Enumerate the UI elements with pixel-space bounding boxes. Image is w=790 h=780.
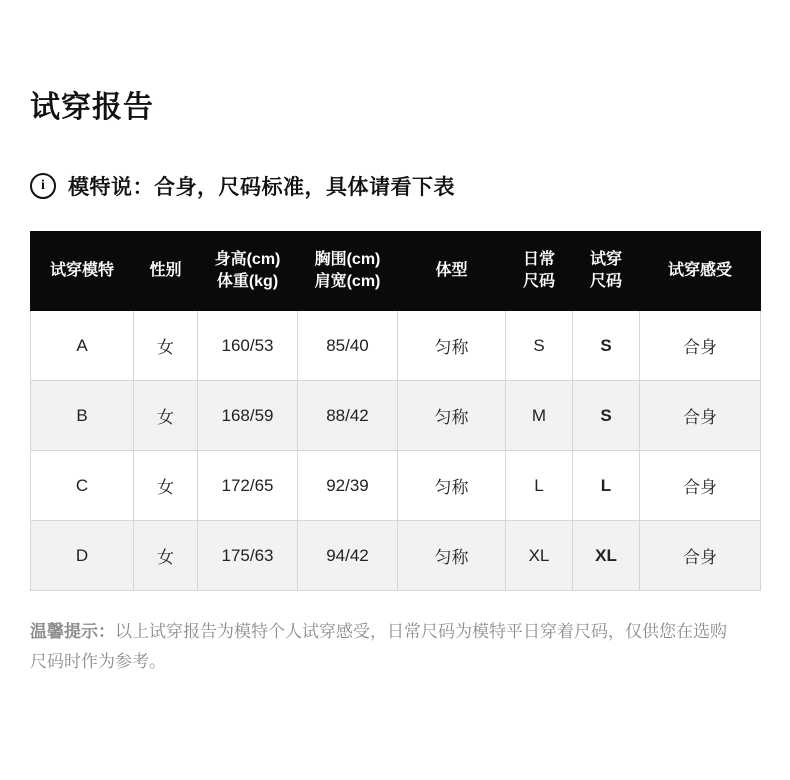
cell-gender: 女	[134, 451, 198, 521]
cell-height-weight: 168/59	[198, 381, 298, 451]
cell-height-weight: 175/63	[198, 521, 298, 591]
cell-body-type: 匀称	[398, 381, 506, 451]
column-header-try-size	[573, 232, 640, 311]
cell-height-weight: 172/65	[198, 451, 298, 521]
column-header-daily-size	[506, 232, 573, 311]
table-header-row	[31, 232, 761, 311]
cell-body-type: 匀称	[398, 311, 506, 381]
cell-daily-size: L	[506, 451, 573, 521]
cell-feeling: 合身	[640, 381, 761, 451]
header-line-1: 试穿模特	[49, 262, 114, 280]
try-on-report-table	[30, 231, 761, 591]
table-row	[31, 381, 761, 451]
column-header-feeling	[640, 232, 761, 311]
cell-feeling: 合身	[640, 521, 761, 591]
model-comment-text: 模特说：合身，尺码标准，具体请看下表	[68, 176, 455, 199]
cell-bust-shoulder: 85/40	[298, 311, 398, 381]
disclaimer-note	[30, 617, 730, 677]
cell-model: D	[31, 521, 134, 591]
table-row	[31, 521, 761, 591]
header-line-1: 胸围(cm)	[314, 251, 381, 269]
cell-gender: 女	[134, 381, 198, 451]
cell-daily-size: S	[506, 311, 573, 381]
header-line-1: 试穿感受	[667, 262, 732, 280]
header-line-1: 试穿	[589, 251, 622, 269]
column-header-height-weight	[198, 232, 298, 311]
cell-body-type: 匀称	[398, 521, 506, 591]
cell-model: B	[31, 381, 134, 451]
column-header-model	[31, 232, 134, 311]
cell-model: A	[31, 311, 134, 381]
header-line-2: 体重(kg)	[216, 273, 279, 290]
cell-gender: 女	[134, 311, 198, 381]
model-comment	[30, 171, 760, 201]
column-header-bust-shoulder	[298, 232, 398, 311]
cell-bust-shoulder: 94/42	[298, 521, 398, 591]
cell-try-size: XL	[573, 521, 640, 591]
cell-body-type: 匀称	[398, 451, 506, 521]
column-header-body-type	[398, 232, 506, 311]
table-row	[31, 451, 761, 521]
cell-try-size: S	[573, 311, 640, 381]
cell-try-size: L	[573, 451, 640, 521]
header-line-1: 身高(cm)	[214, 251, 281, 269]
header-line-1: 体型	[435, 262, 468, 280]
cell-bust-shoulder: 92/39	[298, 451, 398, 521]
cell-feeling: 合身	[640, 451, 761, 521]
header-line-2: 尺码	[589, 273, 622, 290]
disclaimer-label: 温馨提示：	[30, 622, 115, 641]
header-line-2: 肩宽(cm)	[314, 273, 381, 290]
cell-daily-size: XL	[506, 521, 573, 591]
disclaimer-body: 以上试穿报告为模特个人试穿感受，日常尺码为模特平日穿着尺码，仅供您在选购尺码时作为参考。	[30, 622, 727, 671]
cell-model: C	[31, 451, 134, 521]
column-header-gender	[134, 232, 198, 311]
page-title: 试穿报告	[30, 91, 154, 124]
header-line-1: 日常	[522, 251, 555, 269]
header-line-2: 尺码	[522, 273, 555, 290]
cell-height-weight: 160/53	[198, 311, 298, 381]
info-circle-icon: i	[30, 173, 56, 199]
header-line-1: 性别	[149, 262, 182, 280]
cell-bust-shoulder: 88/42	[298, 381, 398, 451]
cell-try-size: S	[573, 381, 640, 451]
cell-gender: 女	[134, 521, 198, 591]
cell-feeling: 合身	[640, 311, 761, 381]
table-row	[31, 311, 761, 381]
cell-daily-size: M	[506, 381, 573, 451]
